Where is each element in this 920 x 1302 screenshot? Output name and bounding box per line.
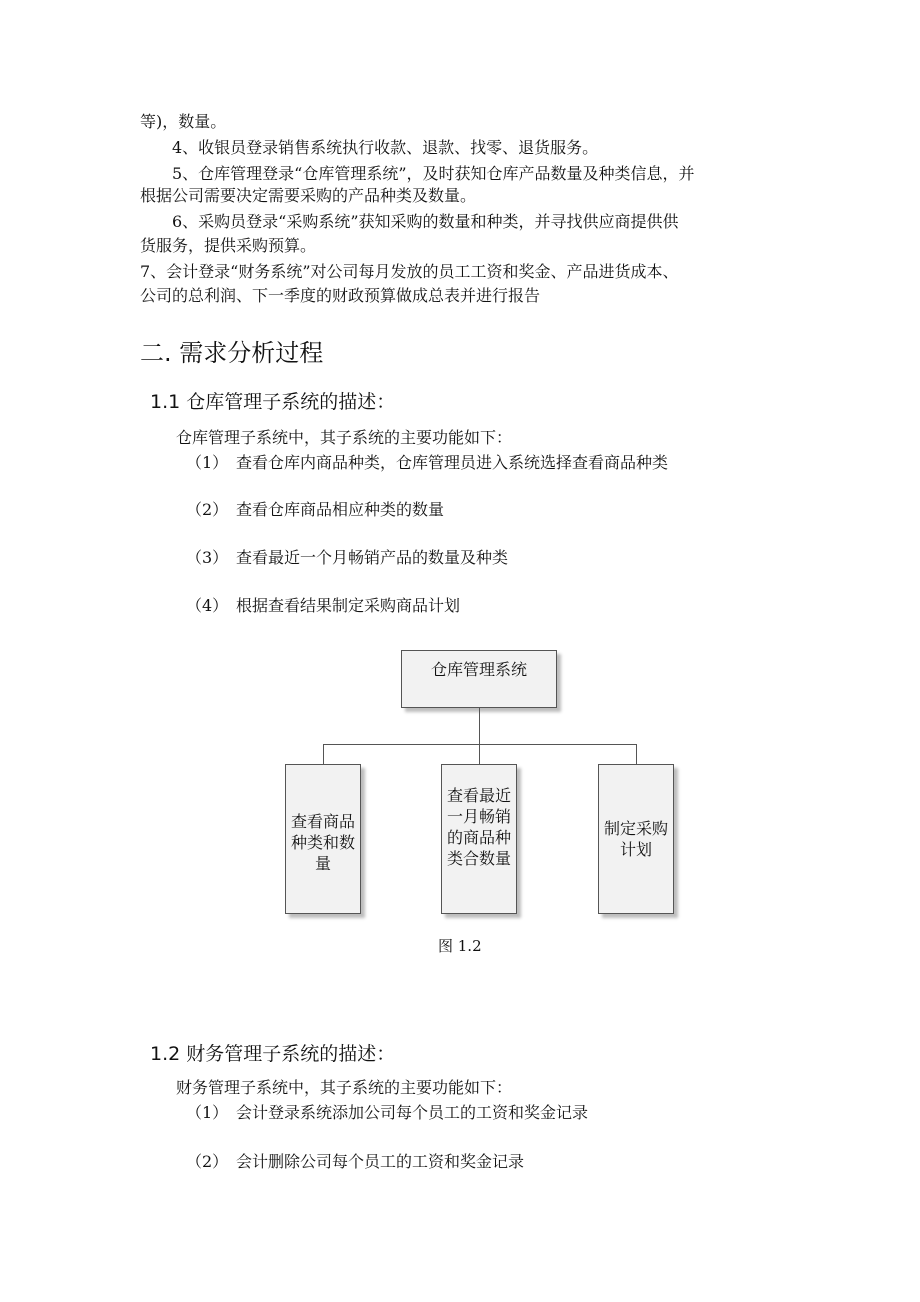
list-item-text: 会计登录系统添加公司每个员工的工资和奖金记录 xyxy=(236,1103,589,1122)
diagram-root-box: 仓库管理系统 xyxy=(401,650,557,708)
intro-line-5: 6、采购员登录“采购系统”获知采购的数量和种类，并寻找供应商提供供 xyxy=(172,212,679,231)
diagram-connector-vertical xyxy=(479,708,480,745)
diagram-child-box-1: 查看商品 种类和数 量 xyxy=(285,764,361,914)
list-item xyxy=(186,548,508,568)
subsection-1-1-intro: 仓库管理子系统中，其子系统的主要功能如下： xyxy=(176,428,513,447)
intro-line-7: 7、会计登录“财务系统”对公司每月发放的员工工资和奖金、产品进货成本、 xyxy=(140,262,679,281)
list-item xyxy=(186,1152,524,1172)
intro-line-8: 公司的总利润、下一季度的财政预算做成总表并进行报告 xyxy=(140,286,541,305)
diagram-connector-right xyxy=(636,744,637,765)
subsection-1-2-heading: 1.2 财务管理子系统的描述： xyxy=(150,1043,396,1065)
list-item-number: （2） xyxy=(186,500,229,519)
list-item-text: 查看最近一个月畅销产品的数量及种类 xyxy=(236,548,509,567)
list-item-text: 根据查看结果制定采购商品计划 xyxy=(236,596,461,615)
list-item-number: （1） xyxy=(186,453,229,472)
subsection-1-2-intro: 财务管理子系统中，其子系统的主要功能如下： xyxy=(176,1078,513,1097)
intro-line-6: 货服务，提供采购预算。 xyxy=(140,236,317,255)
list-item-text: 会计删除公司每个员工的工资和奖金记录 xyxy=(236,1152,525,1171)
list-item-number: （4） xyxy=(186,596,229,615)
intro-line-4: 根据公司需要决定需要采购的产品种类及数量。 xyxy=(140,186,477,205)
list-item-text: 查看仓库内商品种类，仓库管理员进入系统选择查看商品种类 xyxy=(236,453,669,472)
diagram-caption: 图 1.2 xyxy=(438,937,482,955)
list-item-number: （3） xyxy=(186,548,229,567)
diagram-connector-left xyxy=(323,744,324,765)
list-item xyxy=(186,453,668,473)
list-item xyxy=(186,1103,588,1123)
intro-line-2: 4、收银员登录销售系统执行收款、退款、找零、退货服务。 xyxy=(172,138,599,157)
subsection-1-1-heading: 1.1 仓库管理子系统的描述： xyxy=(150,391,396,413)
diagram-connector-middle xyxy=(479,744,480,765)
list-item-text: 查看仓库商品相应种类的数量 xyxy=(236,500,445,519)
list-item xyxy=(186,596,460,616)
diagram-child-box-3: 制定采购 计划 xyxy=(598,764,674,914)
section-heading: 二. 需求分析过程 xyxy=(140,339,324,367)
list-item-number: （2） xyxy=(186,1152,229,1171)
list-item xyxy=(186,500,444,520)
intro-line-3: 5、仓库管理登录“仓库管理系统”，及时获知仓库产品数量及种类信息，并 xyxy=(172,164,695,183)
list-item-number: （1） xyxy=(186,1103,229,1122)
intro-line-1: 等)，数量。 xyxy=(140,112,227,131)
diagram-child-box-2: 查看最近 一月畅销 的商品种 类合数量 xyxy=(441,764,517,914)
